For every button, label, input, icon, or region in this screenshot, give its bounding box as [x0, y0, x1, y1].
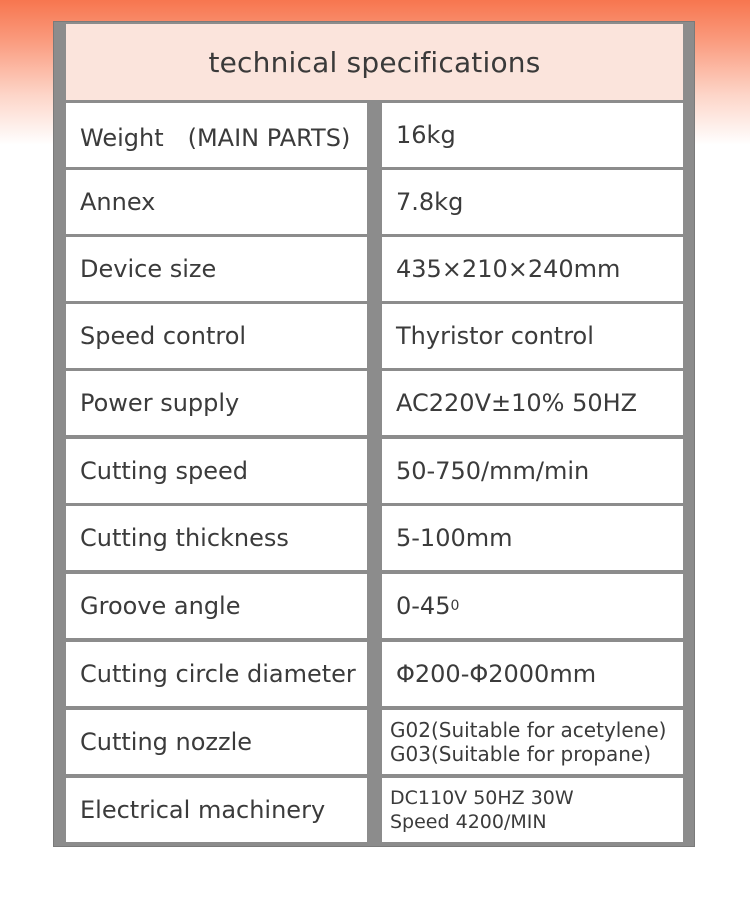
table-row — [66, 778, 683, 842]
table-row — [66, 439, 683, 503]
row-value: 435×210×240mm — [382, 237, 683, 301]
row-value: 0-45 0 — [382, 574, 683, 638]
page-title: technical specifications — [208, 45, 541, 79]
row-label: Annex — [66, 170, 367, 234]
row-value: 16kg — [382, 103, 683, 167]
row-label: Device size — [66, 237, 367, 301]
table-header — [66, 24, 683, 100]
row-value-line: G03(Suitable for propane) — [390, 742, 651, 766]
row-label: Weight (MAIN PARTS) — [66, 103, 367, 167]
row-value-line: Speed 4200/MIN — [390, 811, 547, 833]
table-row — [66, 170, 683, 234]
row-value: Thyristor control — [382, 304, 683, 368]
table-row — [66, 237, 683, 301]
row-label: Power supply — [66, 371, 367, 435]
row-label: Groove angle — [66, 574, 367, 638]
row-value: AC220V±10% 50HZ — [382, 371, 683, 435]
row-label: Cutting speed — [66, 439, 367, 503]
table-row — [66, 103, 683, 167]
table-row — [66, 710, 683, 774]
row-value: 7.8kg — [382, 170, 683, 234]
row-value: Φ200-Φ2000mm — [382, 642, 683, 706]
row-label: Cutting circle diameter — [66, 642, 367, 706]
row-label: Cutting nozzle — [66, 710, 367, 774]
table-row — [66, 642, 683, 706]
table-row — [66, 506, 683, 570]
table-row — [66, 371, 683, 435]
row-value — [382, 710, 683, 774]
row-value — [382, 778, 683, 842]
row-value-line: DC110V 50HZ 30W — [390, 787, 574, 809]
row-label: Speed control — [66, 304, 367, 368]
row-value-text: 0-45 — [396, 592, 451, 620]
row-value-line: G02(Suitable for acetylene) — [390, 718, 667, 742]
row-value: 50-750/mm/min — [382, 439, 683, 503]
row-label: Cutting thickness — [66, 506, 367, 570]
table-row — [66, 574, 683, 638]
row-value: 5-100mm — [382, 506, 683, 570]
table-row — [66, 304, 683, 368]
row-label: Electrical machinery — [66, 778, 367, 842]
